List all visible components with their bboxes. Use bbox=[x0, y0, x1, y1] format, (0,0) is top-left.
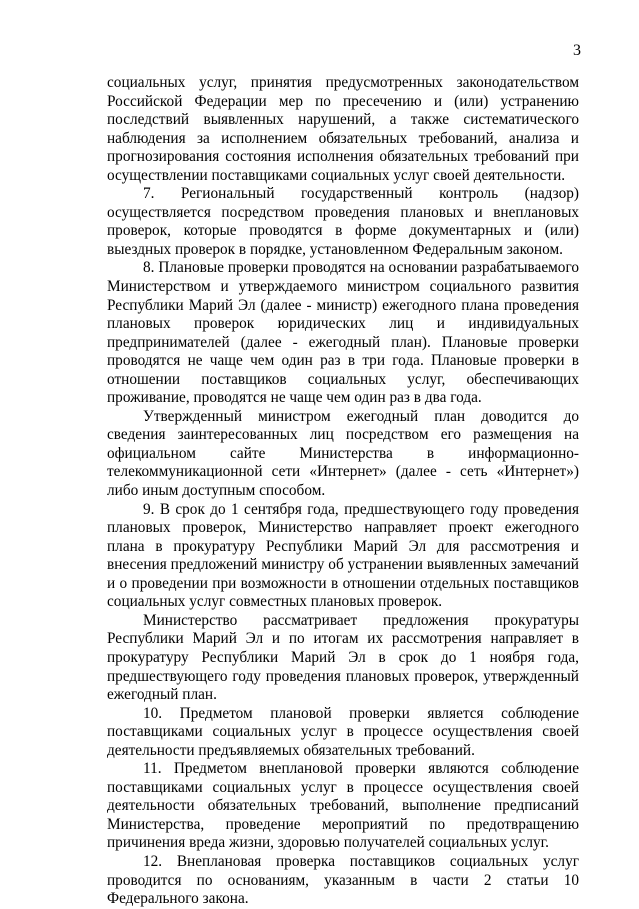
paragraph-item-10: 10. Предметом плановой проверки является соблюдение поставщиками социальных услуг в процессе осуществления своей деятельности предъявляемых обязательных требований. bbox=[107, 704, 579, 759]
paragraph-item-9: 9. В срок до 1 сентября года, предшествующего году проведения плановых проверок, Министерство направляет проект ежегодного плана в прокуратуру Республики Марий Эл для рассмотрения и внесения предложений министру об устранении выявленных замечаний и о проведении при возможности в отношении отдельных поставщиков социальных услуг совместных плановых проверок. bbox=[107, 500, 579, 611]
page-number: 3 bbox=[573, 42, 581, 59]
paragraph-item-8-plan-publication: Утвержденный министром ежегодный план доводится до сведения заинтересованных лиц посредством его размещения на официальном сайте Министерства в информационно-телекоммуникационной сети «Интернет» (далее - сеть «Интернет») либо иным доступным способом. bbox=[107, 407, 579, 500]
paragraph-continuation: социальных услуг, принятия предусмотренных законодательством Российской Федерации мер по пресечению и (или) устранению последствий выявленных нарушений, а также систематического наблюдения за исполнением обязательных требований, анализа и прогнозирования состояния исполнения обязательных требований при осуществлении поставщиками социальных услуг своей деятельности. bbox=[107, 74, 579, 184]
paragraph-item-8: 8. Плановые проверки проводятся на основании разрабатываемого Министерством и утверждаемого министром социального развития Республики Марий Эл (далее - министр) ежегодного плана проведения плановых проверок юридических лиц и индивидуальных предпринимателей (далее - ежегодный план). Плановые проверки проводятся не чаще чем один раз в три года. Плановые проверки в отношении поставщиков социальных услуг, обеспечивающих проживание, проводятся не чаще чем один раз в два года. bbox=[107, 259, 579, 407]
paragraph-item-12: 12. Внеплановая проверка поставщиков социальных услуг проводится по основаниям, указанным в части 2 статьи 10 Федерального закона. bbox=[107, 852, 579, 908]
paragraph-item-11: 11. Предметом внеплановой проверки являются соблюдение поставщиками социальных услуг в процессе осуществления своей деятельности обязательных требований, выполнение предписаний Министерства, проведение мероприятий по предотвращению причинения вреда жизни, здоровью получателей социальных услуг. bbox=[107, 760, 579, 852]
document-body bbox=[107, 74, 579, 909]
paragraph-item-7: 7. Региональный государственный контроль (надзор) осуществляется посредством проведения плановых и внеплановых проверок, которые проводятся в форме документарных и (или) выездных проверок в порядке, установленном Федеральным законом. bbox=[107, 185, 579, 258]
paragraph-item-9-ministry-review: Министерство рассматривает предложения прокуратуры Республики Марий Эл и по итогам их рассмотрения направляет в прокуратуру Республики Марий Эл в срок до 1 ноября года, предшествующего году проведения плановых проверок, утвержденный ежегодный план. bbox=[107, 611, 579, 704]
